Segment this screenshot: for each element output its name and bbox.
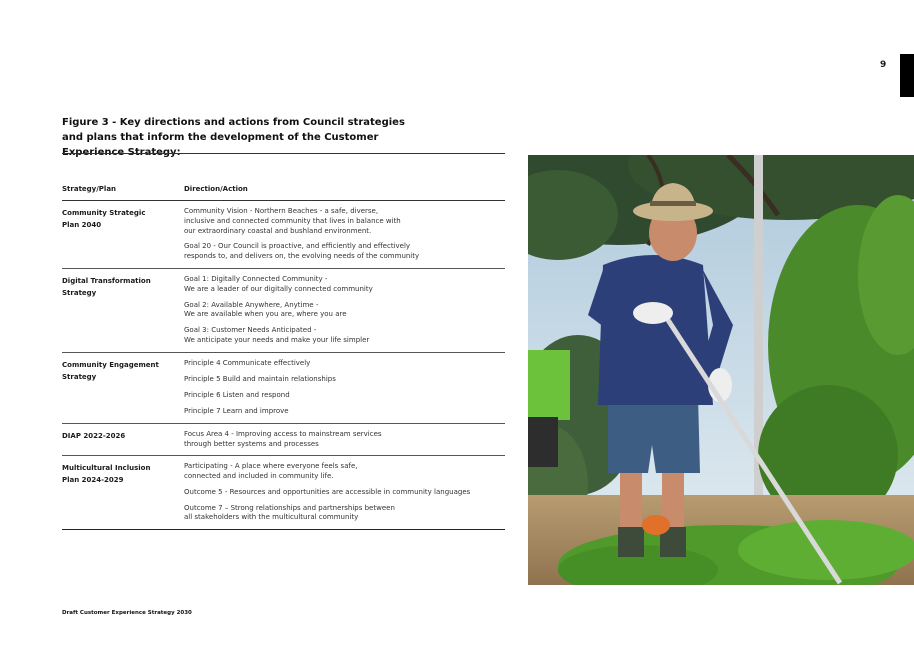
action-text: Focus Area 4 - Improving access to mainstream services through better systems and processes xyxy=(184,429,382,448)
action-text: Goal 3: Customer Needs Anticipated - We anticipate your needs and make your life simpler xyxy=(184,326,370,344)
table-row xyxy=(62,456,505,530)
photo-illustration xyxy=(528,155,914,585)
direction-cell xyxy=(184,462,505,529)
direction-cell xyxy=(184,430,505,456)
direction-cell xyxy=(184,207,505,268)
title-divider xyxy=(62,153,505,154)
strategy-cell: Community Strategic Plan 2040 xyxy=(62,209,146,229)
strategy-cell: Community Engagement Strategy xyxy=(62,360,159,381)
page-tab-marker xyxy=(900,54,914,97)
page-number: 9 xyxy=(880,60,887,70)
table-row xyxy=(62,201,505,269)
action-text: Principle 6 Listen and respond xyxy=(184,390,290,399)
table-row xyxy=(62,353,505,424)
strategy-cell: DIAP 2022-2026 xyxy=(62,431,126,440)
document-footer: Draft Customer Experience Strategy 2030 xyxy=(62,610,192,616)
table-row xyxy=(62,424,505,457)
action-text: Goal 1: Digitally Connected Community - We are a leader of our digitally connected community xyxy=(184,274,373,293)
action-text: Principle 4 Communicate effectively xyxy=(184,358,311,367)
direction-cell xyxy=(184,275,505,352)
column-header-strategy: Strategy/Plan xyxy=(62,185,117,193)
action-text: Goal 20 - Our Council is proactive, and efficiently and effectively responds to, and delivers on, the evolving needs of the community xyxy=(184,242,420,261)
action-text: Goal 2: Available Anywhere, Anytime - We are available when you are, where you are xyxy=(184,300,347,319)
table-row xyxy=(62,269,505,353)
direction-cell xyxy=(184,359,505,423)
action-text: Outcome 7 – Strong relationships and partnerships between all stakeholders with the multicultural community xyxy=(184,503,395,522)
strategy-cell: Digital Transformation Strategy xyxy=(62,276,151,297)
action-text: Outcome 5 - Resources and opportunities are accessible in community languages xyxy=(184,487,471,496)
council-worker-photo xyxy=(528,155,914,585)
action-text: Participating - A place where everyone feels safe, connected and included in community life. xyxy=(184,462,358,481)
column-header-direction: Direction/Action xyxy=(184,185,248,193)
table-header xyxy=(62,183,505,201)
action-text: Principle 5 Build and maintain relationships xyxy=(184,374,336,383)
action-text: Community Vision - Northern Beaches - a safe, diverse, inclusive and connected community that lives in balance with our extraordinary coastal and bushland environment. xyxy=(184,207,401,235)
strategy-table xyxy=(62,183,505,530)
strategy-cell: Multicultural Inclusion Plan 2024-2029 xyxy=(62,464,151,485)
action-text: Principle 7 Learn and improve xyxy=(184,406,289,415)
figure-title: Figure 3 - Key directions and actions from Council strategies and plans that inform the development of the Customer xyxy=(62,117,405,143)
